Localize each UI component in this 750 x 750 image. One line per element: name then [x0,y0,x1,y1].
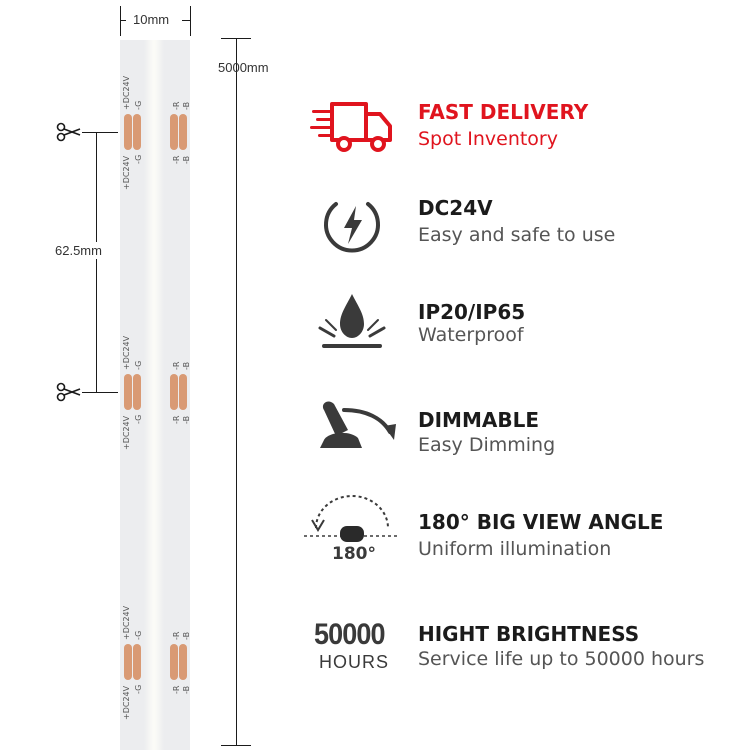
delivery-truck-icon [310,100,396,154]
length-dim-bottom-tick [221,745,251,746]
b-label: -B [182,101,191,110]
r-label: -R [172,155,181,164]
hours-number: 50000 [314,618,385,651]
water-drop-icon [316,292,388,352]
feature-waterproof [310,292,730,356]
length-dim-line [236,38,237,746]
cut-dim-vertical [96,132,97,392]
voltage-label: +DC24V [122,415,131,450]
r-label: -R [172,631,181,640]
scissors-icon [56,382,82,402]
feature-subtitle: Service life up to 50000 hours [418,648,705,670]
solder-pad [179,374,187,410]
solder-pad [133,114,141,150]
solder-pad [170,374,178,410]
feature-title: DIMMABLE [418,408,539,432]
cut-dim-bottom-line [82,392,118,393]
solder-pad [179,644,187,680]
solder-pad [124,644,132,680]
r-label: -R [172,685,181,694]
g-label: -G [134,414,143,424]
solder-pad [179,114,187,150]
voltage-label: +DC24V [122,75,131,110]
solder-pad [133,374,141,410]
feature-title: DC24V [418,196,493,220]
feature-subtitle: Uniform illumination [418,538,612,560]
feature-subtitle: Easy Dimming [418,434,556,456]
solder-pad [124,114,132,150]
g-label: -G [134,630,143,640]
feature-subtitle: Spot Inventory [418,128,558,150]
b-label: -B [182,155,191,164]
feature-dimmable [310,400,730,464]
width-dim-line-right [182,20,190,21]
width-dim-label: 10mm [133,12,170,27]
g-label: -G [134,154,143,164]
cut-dim-label: 62.5mm [55,243,102,258]
b-label: -B [182,361,191,370]
feature-brightness [310,616,740,680]
hours-unit: HOURS [319,652,390,672]
r-label: -R [172,101,181,110]
angle-label: 180° [332,544,376,564]
feature-subtitle: Waterproof [418,324,524,346]
g-label: -G [134,684,143,694]
solder-pad [124,374,132,410]
voltage-label: +DC24V [122,605,131,640]
lightning-bolt-icon [322,194,382,254]
feature-title: HIGHT BRIGHTNESS [418,622,640,646]
hours-counter-icon [314,616,400,680]
b-label: -B [182,631,191,640]
width-dim-left-tick [120,6,121,36]
feature-subtitle: Easy and safe to use [418,224,616,246]
g-label: -G [134,360,143,370]
feature-title: 180° BIG VIEW ANGLE [418,510,664,534]
voltage-label: +DC24V [122,685,131,720]
g-label: -G [134,100,143,110]
width-dim-line [120,20,126,21]
voltage-label: +DC24V [122,155,131,190]
solder-pad [170,114,178,150]
cut-dim-top-line [82,132,118,133]
r-label: -R [172,415,181,424]
dimmer-knob-icon [314,400,398,458]
width-dim-right-tick [190,6,191,36]
voltage-label: +DC24V [122,335,131,370]
feature-title: FAST DELIVERY [418,100,589,124]
feature-title: IP20/IP65 [418,300,526,324]
length-dim-label: 5000mm [218,60,269,75]
scissors-icon [56,122,82,142]
r-label: -R [172,361,181,370]
led-strip-light-line [144,40,164,750]
b-label: -B [182,415,191,424]
solder-pad [133,644,141,680]
feature-fast-delivery [310,96,730,160]
solder-pad [170,644,178,680]
feature-view-angle [300,490,730,570]
b-label: -B [182,685,191,694]
feature-dc24v [310,194,730,258]
